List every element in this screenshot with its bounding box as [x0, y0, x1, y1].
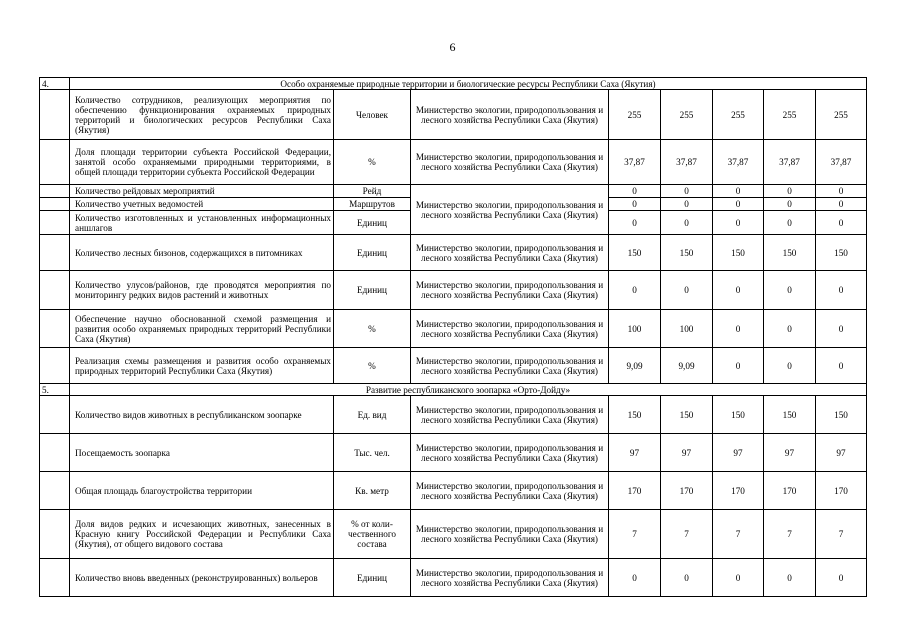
value-cell: 170 [816, 472, 867, 510]
value-cell: 150 [816, 396, 867, 434]
empty-cell [40, 472, 70, 510]
value-cell: 100 [609, 310, 661, 348]
empty-cell [40, 198, 70, 211]
value-cell: 150 [713, 396, 764, 434]
indicator-name: Количество улусов/районов, где проводятся мероприятия по мониторингу редких видов растений и животных [70, 271, 334, 310]
table-row [40, 510, 867, 559]
unit-cell: Рейд [334, 185, 411, 198]
value-cell: 7 [713, 510, 764, 559]
section-title: Развитие республиканского зоопарка «Орто-Дойду» [70, 384, 867, 396]
responsible-org: Министерство экологии, природопользования и лесного хозяйства Республики Саха (Якутия) [411, 434, 609, 472]
section-number: 5. [40, 384, 70, 396]
unit-cell: % [334, 140, 411, 185]
indicator-name: Доля площади территории субъекта Российской Федерации, занятой особо охраняемыми природными территориями, в общей площади территории субъекта Российской Федерации [70, 140, 334, 185]
value-cell: 37,87 [661, 140, 713, 185]
empty-cell [40, 310, 70, 348]
empty-cell [40, 140, 70, 185]
unit-cell: Единиц [334, 211, 411, 235]
table-row [40, 140, 867, 185]
value-cell: 97 [609, 434, 661, 472]
value-cell: 0 [713, 310, 764, 348]
value-cell: 170 [764, 472, 816, 510]
value-cell: 0 [764, 211, 816, 235]
value-cell: 97 [764, 434, 816, 472]
value-cell: 0 [713, 559, 764, 597]
indicator-name: Доля видов редких и исчезающих животных, занесенных в Красную книгу Российской Федерации и Республики Саха (Якутия), от общего видового состава [70, 510, 334, 559]
value-cell: 7 [764, 510, 816, 559]
value-cell: 0 [609, 559, 661, 597]
value-cell: 0 [609, 271, 661, 310]
value-cell: 0 [764, 559, 816, 597]
empty-cell [40, 434, 70, 472]
unit-cell: Ед. вид [334, 396, 411, 434]
value-cell: 97 [661, 434, 713, 472]
value-cell: 150 [764, 235, 816, 271]
unit-cell: % [334, 310, 411, 348]
value-cell: 0 [764, 185, 816, 198]
value-cell: 150 [609, 396, 661, 434]
empty-cell [40, 510, 70, 559]
value-cell: 0 [816, 559, 867, 597]
value-cell: 7 [661, 510, 713, 559]
empty-cell [40, 348, 70, 384]
value-cell: 0 [609, 198, 661, 211]
responsible-org: Министерство экологии, природопользования и лесного хозяйства Республики Саха (Якутия) [411, 90, 609, 140]
unit-cell: Единиц [334, 271, 411, 310]
unit-cell: Тыс. чел. [334, 434, 411, 472]
indicator-name: Реализация схемы размещения и развития особо охраняемых природных территорий Республики Саха (Якутия) [70, 348, 334, 384]
empty-cell [40, 90, 70, 140]
indicator-name: Общая площадь благоустройства территории [70, 472, 334, 510]
value-cell: 9,09 [661, 348, 713, 384]
unit-cell: % [334, 348, 411, 384]
table-row [40, 559, 867, 597]
value-cell: 150 [661, 396, 713, 434]
value-cell: 170 [661, 472, 713, 510]
value-cell: 255 [764, 90, 816, 140]
page-number: 6 [449, 40, 456, 54]
value-cell: 100 [661, 310, 713, 348]
value-cell: 255 [661, 90, 713, 140]
table-row [40, 271, 867, 310]
value-cell: 0 [609, 185, 661, 198]
value-cell: 97 [816, 434, 867, 472]
value-cell: 0 [661, 185, 713, 198]
value-cell: 37,87 [609, 140, 661, 185]
value-cell: 7 [609, 510, 661, 559]
table-row [40, 310, 867, 348]
unit-cell: % от коли-чественного состава [334, 510, 411, 559]
unit-cell: Кв. метр [334, 472, 411, 510]
indicator-name: Количество сотрудников, реализующих мероприятия по обеспечению функционирования охраняемых природных территорий и биологических ресурсов Республики Саха (Якутия) [70, 90, 334, 140]
value-cell: 0 [816, 310, 867, 348]
indicator-name: Посещаемость зоопарка [70, 434, 334, 472]
empty-cell [40, 559, 70, 597]
value-cell: 0 [713, 271, 764, 310]
indicator-name: Обеспечение научно обоснованной схемой размещения и развития особо охраняемых природных территорий Республики Саха (Якутия) [70, 310, 334, 348]
value-cell: 7 [816, 510, 867, 559]
indicators-table [39, 77, 867, 597]
unit-cell: Человек [334, 90, 411, 140]
value-cell: 0 [764, 348, 816, 384]
indicator-name: Количество изготовленных и установленных информационных аншлагов [70, 211, 334, 235]
value-cell: 255 [713, 90, 764, 140]
value-cell: 0 [713, 211, 764, 235]
value-cell: 0 [816, 271, 867, 310]
value-cell: 0 [764, 310, 816, 348]
responsible-org: Министерство экологии, природопользования и лесного хозяйства Республики Саха (Якутия) [411, 235, 609, 271]
table-row [40, 348, 867, 384]
value-cell: 0 [816, 198, 867, 211]
value-cell: 150 [713, 235, 764, 271]
section-header-row [40, 78, 867, 90]
responsible-org: Министерство экологии, природопользования и лесного хозяйства Республики Саха (Якутия) [411, 396, 609, 434]
value-cell: 170 [609, 472, 661, 510]
value-cell: 9,09 [609, 348, 661, 384]
value-cell: 0 [816, 348, 867, 384]
indicator-name: Количество лесных бизонов, содержащихся в питомниках [70, 235, 334, 271]
value-cell: 150 [764, 396, 816, 434]
section-header-row [40, 384, 867, 396]
table-row [40, 396, 867, 434]
value-cell: 0 [764, 198, 816, 211]
value-cell: 0 [713, 185, 764, 198]
unit-cell: Единиц [334, 559, 411, 597]
value-cell: 255 [609, 90, 661, 140]
table-row [40, 235, 867, 271]
value-cell: 150 [609, 235, 661, 271]
empty-cell [40, 211, 70, 235]
table-row [40, 185, 867, 198]
table-row [40, 434, 867, 472]
value-cell: 0 [816, 211, 867, 235]
empty-cell [40, 235, 70, 271]
responsible-org: Министерство экологии, природопользования и лесного хозяйства Республики Саха (Якутия) [411, 185, 609, 235]
responsible-org: Министерство экологии, природопользования и лесного хозяйства Республики Саха (Якутия) [411, 348, 609, 384]
indicator-name: Количество рейдовых мероприятий [70, 185, 334, 198]
section-number: 4. [40, 78, 70, 90]
value-cell: 0 [816, 185, 867, 198]
value-cell: 0 [661, 271, 713, 310]
responsible-org: Министерство экологии, природопользования и лесного хозяйства Республики Саха (Якутия) [411, 510, 609, 559]
value-cell: 97 [713, 434, 764, 472]
value-cell: 0 [609, 211, 661, 235]
unit-cell: Единиц [334, 235, 411, 271]
value-cell: 0 [713, 198, 764, 211]
value-cell: 0 [713, 348, 764, 384]
section-title: Особо охраняемые природные территории и биологические ресурсы Республики Саха (Якутия) [70, 78, 867, 90]
empty-cell [40, 396, 70, 434]
value-cell: 0 [661, 211, 713, 235]
value-cell: 37,87 [816, 140, 867, 185]
responsible-org: Министерство экологии, природопользования и лесного хозяйства Республики Саха (Якутия) [411, 559, 609, 597]
indicator-name: Количество вновь введенных (реконструированных) вольеров [70, 559, 334, 597]
responsible-org: Министерство экологии, природопользования и лесного хозяйства Республики Саха (Якутия) [411, 310, 609, 348]
table-row [40, 90, 867, 140]
indicator-name: Количество видов животных в республиканском зоопарке [70, 396, 334, 434]
value-cell: 37,87 [713, 140, 764, 185]
value-cell: 37,87 [764, 140, 816, 185]
value-cell: 0 [661, 198, 713, 211]
value-cell: 0 [661, 559, 713, 597]
responsible-org: Министерство экологии, природопользования и лесного хозяйства Республики Саха (Якутия) [411, 472, 609, 510]
responsible-org: Министерство экологии, природопользования и лесного хозяйства Республики Саха (Якутия) [411, 140, 609, 185]
table-row [40, 472, 867, 510]
value-cell: 0 [764, 271, 816, 310]
value-cell: 150 [661, 235, 713, 271]
value-cell: 150 [816, 235, 867, 271]
unit-cell: Маршрутов [334, 198, 411, 211]
empty-cell [40, 185, 70, 198]
responsible-org: Министерство экологии, природопользования и лесного хозяйства Республики Саха (Якутия) [411, 271, 609, 310]
indicator-name: Количество учетных ведомостей [70, 198, 334, 211]
value-cell: 170 [713, 472, 764, 510]
empty-cell [40, 271, 70, 310]
value-cell: 255 [816, 90, 867, 140]
